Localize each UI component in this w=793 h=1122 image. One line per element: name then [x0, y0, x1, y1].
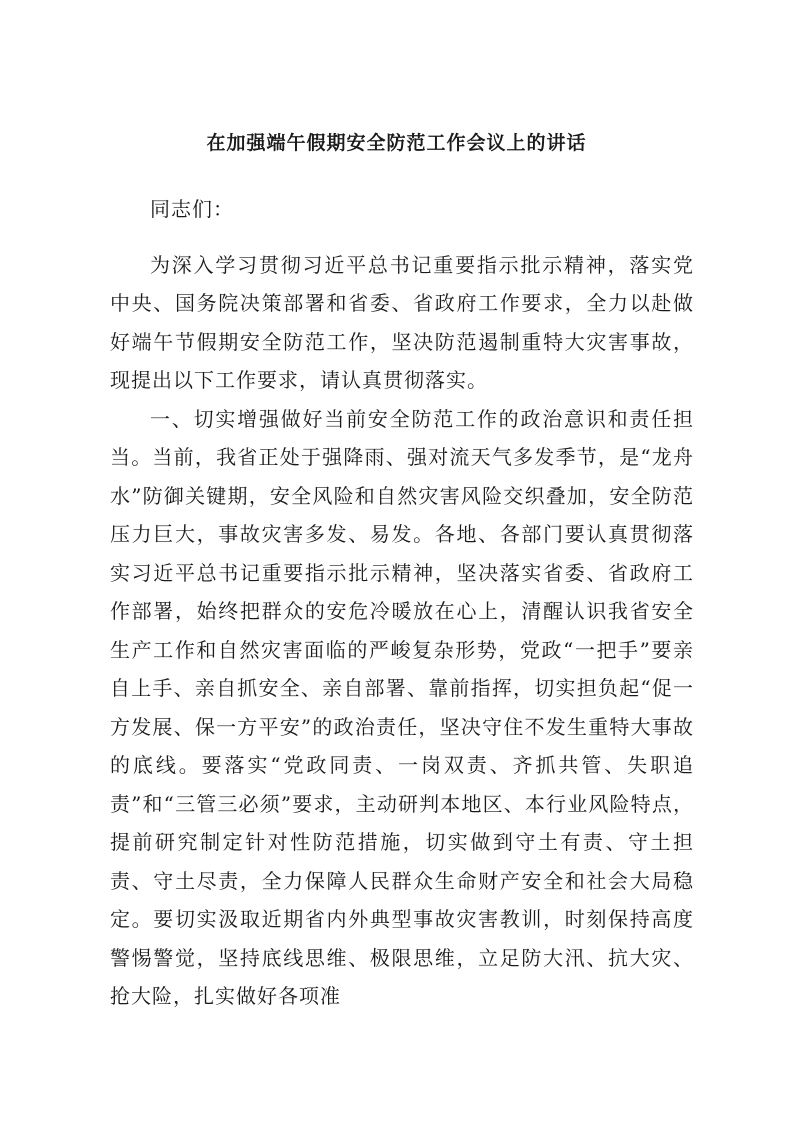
- document-body: [110, 190, 694, 1016]
- document-title: 在加强端午假期安全防范工作会议上的讲话: [206, 132, 587, 154]
- paragraph-section-one: 一、切实增强做好当前安全防范工作的政治意识和责任担当。当前，我省正处于强降雨、强对流天气多发季节，是“龙舟水”防御关键期，安全风险和自然灾害风险交织叠加，安全防范压力巨大，事故灾害多发、易发。各地、各部门要认真贯彻落实习近平总书记重要指示批示精神，坚决落实省委、省政府工作部署，始终把群众的安危冷暖放在心上，清醒认识我省安全生产工作和自然灾害面临的严峻复杂形势，党政“一把手”要亲自上手、亲自抓安全、亲自部署、靠前指挥，切实担负起“促一方发展、保一方平安”的政治责任，坚决守住不发生重特大事故的底线。要落实“党政同责、一岗双责、齐抓共管、失职追责”和“三管三必须”要求，主动研判本地区、本行业风险特点，提前研究制定针对性防范措施，切实做到守土有责、守土担责、守土尽责，全力保障人民群众生命财产安全和社会大局稳定。要切实汲取近期省内外典型事故灾害教训，时刻保持高度警惕警觉，坚持底线思维、极限思维，立足防大汛、抗大灾、抢大险，扎实做好各项准: [110, 406, 694, 1008]
- paragraph-intro: 为深入学习贯彻习近平总书记重要指示批示精神，落实党中央、国务院决策部署和省委、省政府工作要求，全力以赴做好端午节假期安全防范工作，坚决防范遏制重特大灾害事故，现提出以下工作要求，请认真贯彻落实。: [110, 252, 694, 392]
- salutation: 同志们：: [150, 197, 234, 221]
